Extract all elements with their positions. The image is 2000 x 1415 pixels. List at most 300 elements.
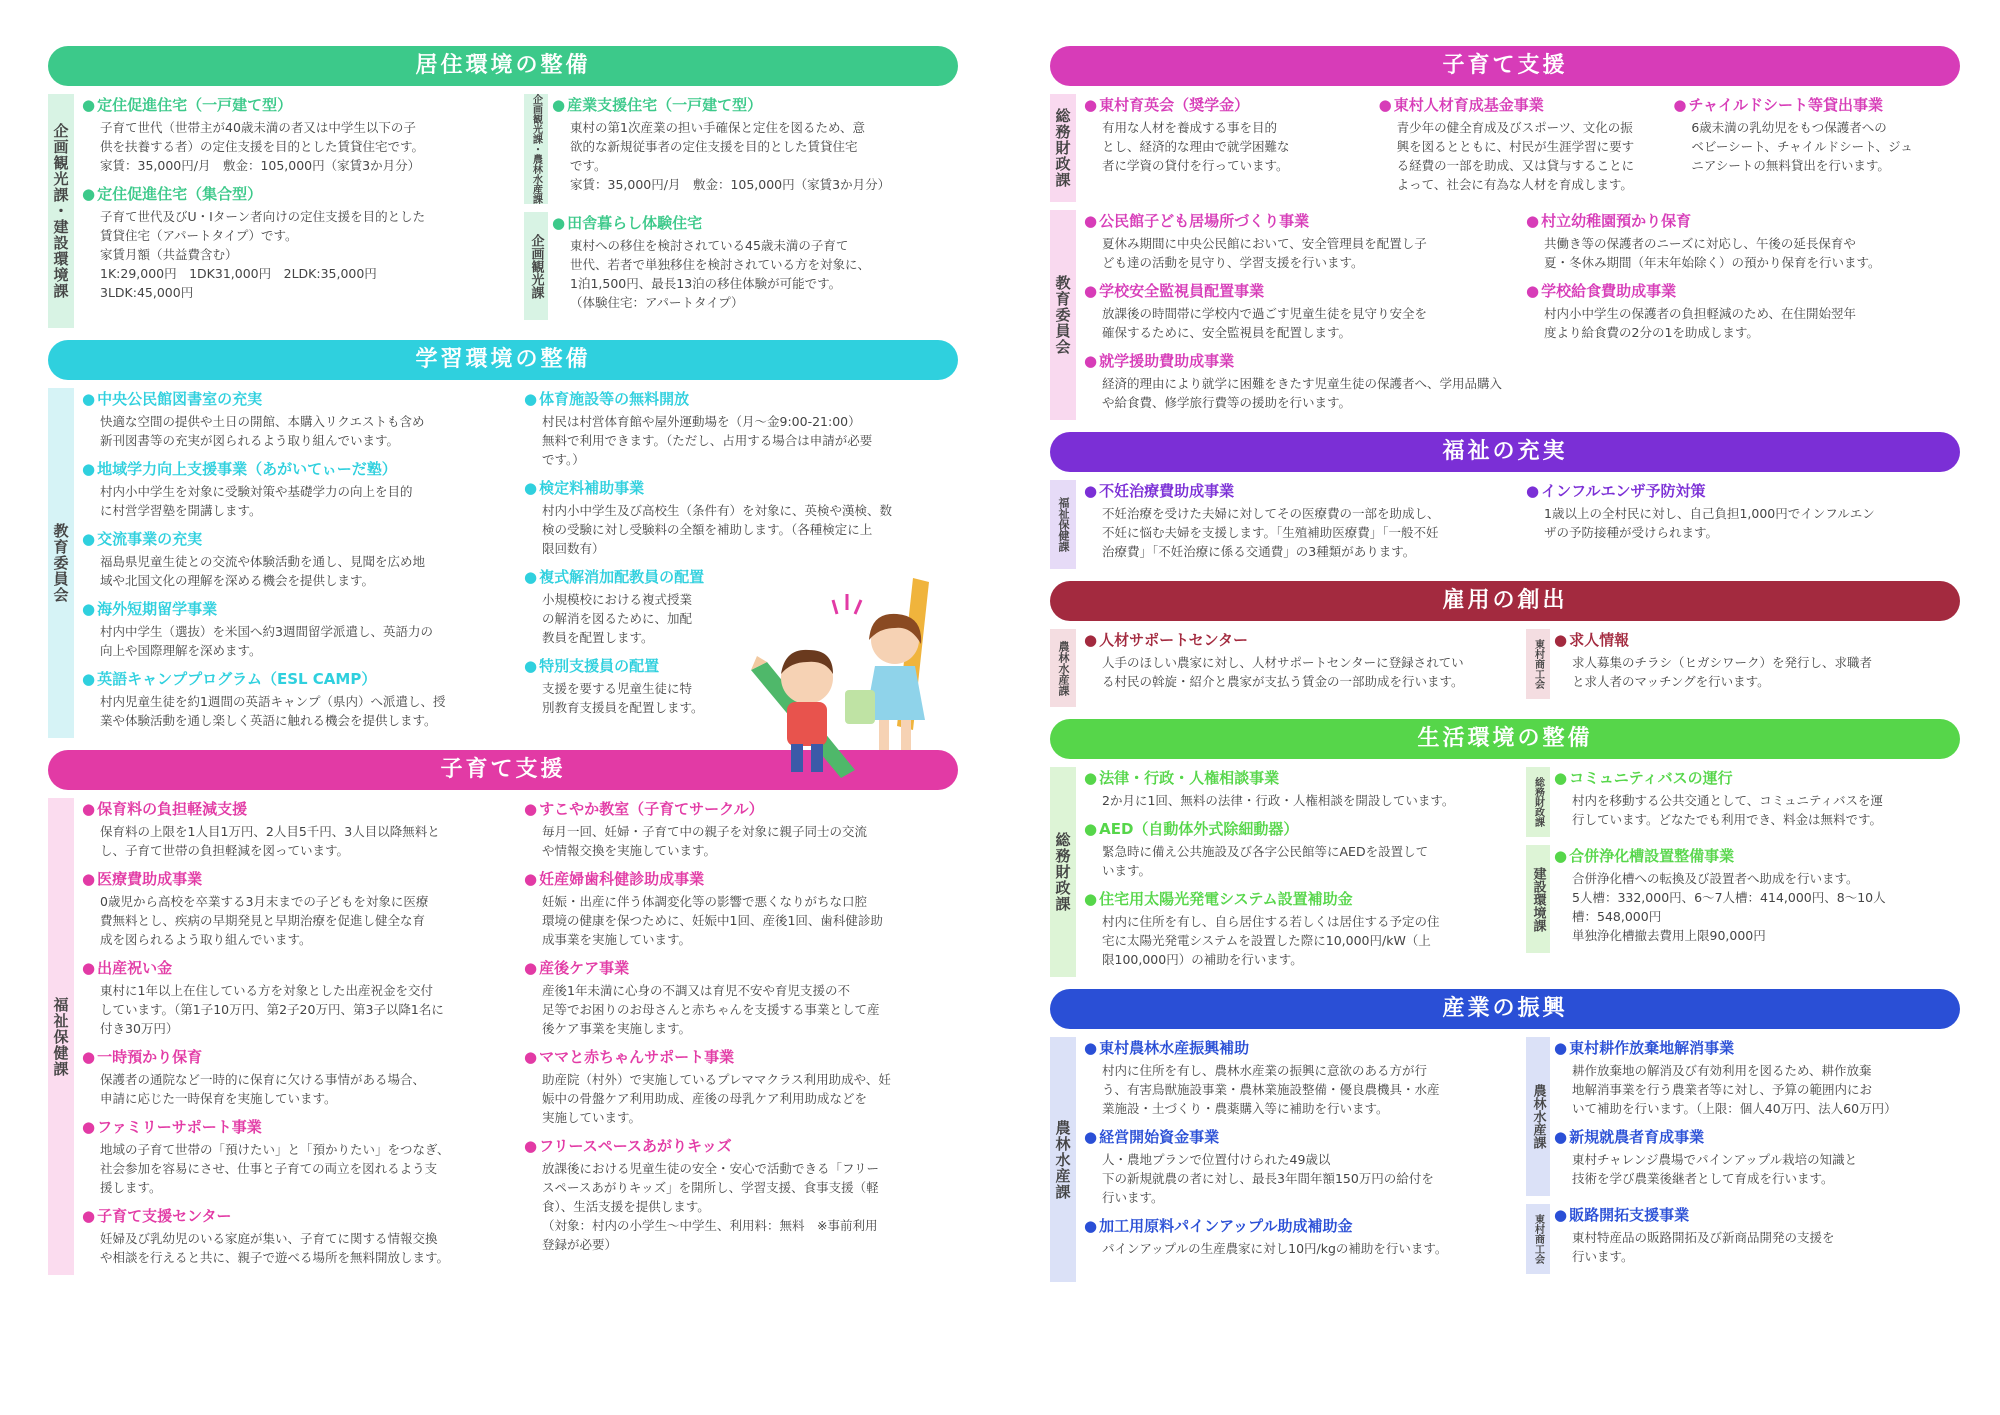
description-line: 助産院（村外）で実施しているプレママクラス利用助成や、妊 xyxy=(542,1072,891,1087)
section xyxy=(1050,581,1960,707)
description-line: 産後1年未満に心身の不調又は育児不安や育児支援の不 xyxy=(542,983,850,998)
program-item xyxy=(1084,888,1506,969)
description-line: 成事業を実施しています。 xyxy=(542,932,692,947)
program-description xyxy=(82,1140,504,1197)
description-line: 小規模校における複式授業 xyxy=(542,592,693,607)
bullet-icon: ● xyxy=(82,1048,96,1066)
section xyxy=(1050,46,1960,420)
program-description xyxy=(1554,1061,1948,1118)
bullet-icon: ● xyxy=(1084,769,1098,787)
sub-department-items xyxy=(1554,629,1948,699)
program-columns xyxy=(1076,1037,1960,1282)
description-line: 確保するために、安全監視員を配置します。 xyxy=(1102,325,1352,340)
description-line: 治療費」「不妊治療に係る交通費」の3種類があります。 xyxy=(1102,544,1416,559)
program-item xyxy=(1554,767,1948,829)
program-description xyxy=(1554,1150,1948,1188)
program-item xyxy=(82,528,504,590)
description-line: 下の新規就農の者に対し、最長3年間年額150万円の給付を xyxy=(1102,1171,1434,1186)
section-header: 居住環境の整備 xyxy=(48,46,958,86)
program-description xyxy=(524,501,946,558)
program-description xyxy=(1526,234,1948,272)
bullet-icon: ● xyxy=(524,390,538,408)
description-line: 5人槽：332,000円、6～7人槽：414,000円、8～10人 xyxy=(1572,890,1886,905)
program-title xyxy=(82,528,504,549)
program-columns xyxy=(1076,210,1960,420)
program-item xyxy=(82,1116,504,1197)
program-item xyxy=(1084,767,1506,810)
description-line: 度より給食費の2分の1を助成します。 xyxy=(1544,325,1759,340)
sub-department-label: 農林水産課 xyxy=(1526,1037,1550,1196)
description-line: 業施設・土づくり・農薬購入等に補助を行います。 xyxy=(1102,1101,1389,1116)
description-line: 成を図られるよう取り組んでいます。 xyxy=(100,932,312,947)
program-title-text: 求人情報 xyxy=(1569,631,1630,649)
program-description xyxy=(82,981,504,1038)
program-title xyxy=(1554,1037,1948,1058)
program-title-text: 就学援助費助成事業 xyxy=(1099,352,1235,370)
program-title xyxy=(82,1205,504,1226)
description-line: 保護者の通院など一時的に保育に欠ける事情がある場合、 xyxy=(100,1072,426,1087)
program-title xyxy=(82,957,504,978)
program-description xyxy=(1084,653,1506,691)
bullet-icon: ● xyxy=(524,959,538,977)
description-line: 技術を学び農業後継者として育成を行います。 xyxy=(1572,1171,1834,1186)
program-title xyxy=(1084,1126,1506,1147)
program-column xyxy=(1076,94,1371,202)
description-line: パインアップルの生産農家に対し10円/kgの補助を行います。 xyxy=(1102,1241,1448,1256)
program-column xyxy=(1518,629,1960,707)
bullet-icon: ● xyxy=(82,460,96,478)
description-line: 東村への移住を検討されている45歳未満の子育て xyxy=(570,238,849,253)
department-row xyxy=(1050,480,1960,569)
program-item xyxy=(82,388,504,450)
section xyxy=(48,46,958,328)
program-description xyxy=(82,1070,504,1108)
description-line: 供を扶養する者）の定住支援を目的とした賃貸住宅です。 xyxy=(100,139,425,154)
description-line: 6歳未満の乳幼児をもつ保護者への xyxy=(1691,120,1887,135)
bullet-icon: ● xyxy=(1084,482,1098,500)
program-title-text: AED（自動体外式除細動器） xyxy=(1099,820,1299,838)
description-line: や相談を行えると共に、親子で遊べる場所を無料開放します。 xyxy=(100,1250,450,1265)
description-line: 1泊1,500円、最長13泊の移住体験が可能です。 xyxy=(570,276,842,291)
program-item xyxy=(82,868,504,949)
program-title xyxy=(1554,629,1948,650)
program-title xyxy=(82,1116,504,1137)
program-columns xyxy=(74,94,958,328)
bullet-icon: ● xyxy=(1084,352,1098,370)
program-item xyxy=(552,94,946,194)
description-line: 青少年の健全育成及びスポーツ、文化の振 xyxy=(1396,120,1633,135)
program-description xyxy=(82,118,504,175)
program-title-text: 村立幼稚園預かり保育 xyxy=(1541,212,1692,230)
description-line: 行しています。どなたでも利用でき、料金は無料です。 xyxy=(1572,812,1883,827)
description-line: 3LDK:45,000円 xyxy=(100,285,194,300)
program-title xyxy=(82,668,504,689)
bullet-icon: ● xyxy=(1554,847,1568,865)
department-row xyxy=(48,94,958,328)
bullet-icon: ● xyxy=(82,390,96,408)
section-header: 産業の振興 xyxy=(1050,989,1960,1029)
description-line: （体験住宅：アパートタイプ） xyxy=(570,295,744,310)
program-item xyxy=(524,957,946,1038)
program-item xyxy=(524,1046,946,1127)
program-description xyxy=(1084,912,1506,969)
program-item xyxy=(82,1205,504,1267)
bullet-icon: ● xyxy=(524,657,538,675)
description-line: 家賃：35,000円/月 敷金：105,000円（家賃3か月分） xyxy=(570,177,891,192)
department-row xyxy=(48,798,958,1275)
sub-department-items xyxy=(1554,1204,1948,1274)
program-title-text: 特別支援員の配置 xyxy=(539,657,660,675)
program-description xyxy=(82,482,504,520)
program-title xyxy=(82,388,504,409)
bullet-icon: ● xyxy=(82,530,96,548)
program-description xyxy=(524,412,946,469)
program-title-text: 学校安全監視員配置事業 xyxy=(1099,282,1265,300)
description-line: しています。（第1子10万円、第2子20万円、第3子以降1名に xyxy=(100,1002,444,1017)
program-title xyxy=(1379,94,1654,115)
description-line: 共働き等の保護者のニーズに対応し、午後の延長保育や xyxy=(1544,236,1856,251)
program-item xyxy=(1554,1037,1948,1118)
program-title xyxy=(1084,629,1506,650)
sub-department-row xyxy=(524,212,946,320)
program-description xyxy=(82,822,504,860)
sub-department-label: 総務財政課 xyxy=(1526,767,1550,837)
description-line: 者に学資の貸付を行っています。 xyxy=(1102,158,1289,173)
program-title xyxy=(1084,280,1506,301)
department-label: 農林水産課 xyxy=(1050,1037,1076,1282)
program-item xyxy=(82,957,504,1038)
program-title-text: 子育て支援センター xyxy=(97,1207,232,1225)
program-description xyxy=(1554,791,1948,829)
bullet-icon: ● xyxy=(1084,820,1098,838)
section xyxy=(1050,989,1960,1282)
description-line: 求人募集のチラシ（ヒガシワーク）を発行し、求職者 xyxy=(1572,655,1873,670)
bullet-icon: ● xyxy=(1084,1128,1098,1146)
description-line: 地解消事業を行う農業者等に対し、予算の範囲内にお xyxy=(1572,1082,1873,1097)
section-header: 学習環境の整備 xyxy=(48,340,958,380)
program-column xyxy=(1518,210,1960,420)
description-line: 単独浄化槽撤去費用上限90,000円 xyxy=(1572,928,1766,943)
program-title xyxy=(524,1135,946,1156)
section-header: 子育て支援 xyxy=(1050,46,1960,86)
program-title-text: 複式解消加配教員の配置 xyxy=(539,568,705,586)
program-description xyxy=(524,1159,946,1254)
program-title xyxy=(1084,480,1506,501)
section-header: 子育て支援 xyxy=(48,750,958,790)
program-title xyxy=(524,798,946,819)
description-line: 検の受験に対し受験料の全額を補助します。（各種検定に上 xyxy=(542,522,873,537)
department-row xyxy=(1050,629,1960,707)
description-line: 人・農地プランで位置付けられた49歳以 xyxy=(1102,1152,1331,1167)
sub-department-items xyxy=(552,212,946,320)
program-column xyxy=(1076,767,1518,977)
program-description xyxy=(82,1229,504,1267)
section-body xyxy=(1050,480,1960,569)
description-line: 毎月一回、妊婦・子育て中の親子を対象に親子同士の交流 xyxy=(542,824,868,839)
bullet-icon: ● xyxy=(1084,890,1098,908)
program-title xyxy=(1084,767,1506,788)
description-line: 限100,000円）の補助を行います。 xyxy=(1102,952,1303,967)
description-line: 家賃：35,000円/月 敷金：105,000円（家賃3か月分） xyxy=(100,158,421,173)
program-title-text: 中央公民館図書室の充実 xyxy=(97,390,263,408)
program-title-text: 不妊治療費助成事業 xyxy=(1099,482,1235,500)
program-description xyxy=(82,207,504,302)
bullet-icon: ● xyxy=(82,600,96,618)
program-item xyxy=(82,798,504,860)
description-line: 足等でお困りのお母さんと赤ちゃんを支援する事業として産 xyxy=(542,1002,880,1017)
program-title xyxy=(524,957,946,978)
program-description xyxy=(1673,118,1948,175)
description-line: 娠中の骨盤ケア利用助成、産後の母乳ケア利用助成などを xyxy=(542,1091,868,1106)
sub-department-label: 建設環境課 xyxy=(1526,845,1550,953)
description-line: いて補助を行います。（上限：個人40万円、法人60万円） xyxy=(1572,1101,1897,1116)
description-line: 支援を要する児童生徒に特 xyxy=(542,681,693,696)
program-title xyxy=(82,798,504,819)
program-item xyxy=(1526,280,1948,342)
description-line: ザの予防接種が受けられます。 xyxy=(1544,525,1719,540)
program-column xyxy=(1076,480,1518,569)
description-line: る経費の一部を助成、又は貸与することに xyxy=(1396,158,1635,173)
program-title-text: 東村農林水産振興補助 xyxy=(1099,1039,1250,1057)
program-item xyxy=(1526,480,1948,542)
description-line: 夏休み期間に中央公民館において、安全管理員を配置し子 xyxy=(1102,236,1427,251)
description-line: です。 xyxy=(570,158,607,173)
description-line: や情報交換を実施しています。 xyxy=(542,843,717,858)
description-line: 耕作放棄地の解消及び有効利用を図るため、耕作放棄 xyxy=(1572,1063,1872,1078)
program-title-text: 保育料の負担軽減支援 xyxy=(97,800,248,818)
program-item xyxy=(1084,1037,1506,1118)
description-line: 東村特産品の販路開拓及び新商品開発の支援を xyxy=(1572,1230,1835,1245)
program-item xyxy=(1084,818,1506,880)
program-item xyxy=(1554,629,1948,691)
program-description xyxy=(1084,842,1506,880)
section-body xyxy=(48,94,958,328)
program-title-text: 住宅用太陽光発電システム設置補助金 xyxy=(1099,890,1353,908)
program-description xyxy=(1526,504,1948,542)
program-title-text: ママと赤ちゃんサポート事業 xyxy=(539,1048,735,1066)
program-title xyxy=(1526,210,1948,231)
section-header: 生活環境の整備 xyxy=(1050,719,1960,759)
program-title-text: インフルエンザ予防対策 xyxy=(1541,482,1706,500)
program-item xyxy=(82,94,504,175)
program-description xyxy=(1084,118,1359,175)
program-item xyxy=(1084,94,1359,175)
description-line: 妊婦及び乳幼児のいる家庭が集い、子育てに関する情報交換 xyxy=(100,1231,438,1246)
bullet-icon: ● xyxy=(1673,96,1687,114)
program-title-text: 交流事業の充実 xyxy=(97,530,203,548)
description-line: 子育て世代及びU・Iターン者向けの定住支援を目的とした xyxy=(100,209,426,224)
bag-icon xyxy=(845,690,875,724)
program-description xyxy=(1379,118,1654,194)
description-line: です。） xyxy=(542,452,585,467)
description-line: 村内小中学生の保護者の負担軽減のため、在住開始翌年 xyxy=(1544,306,1857,321)
program-title xyxy=(1084,210,1506,231)
program-column xyxy=(74,388,516,738)
program-title xyxy=(82,868,504,889)
program-title xyxy=(1526,480,1948,501)
bullet-icon: ● xyxy=(1084,1039,1098,1057)
department-row xyxy=(1050,767,1960,977)
program-item xyxy=(1084,210,1506,272)
program-item xyxy=(1554,1204,1948,1266)
description-line: 別教育支援員を配置します。 xyxy=(542,700,704,715)
program-description xyxy=(82,692,504,730)
bullet-icon: ● xyxy=(1084,1217,1098,1235)
program-item xyxy=(82,598,504,660)
program-description xyxy=(1554,653,1948,691)
bullet-icon: ● xyxy=(524,1137,538,1155)
program-description xyxy=(82,412,504,450)
program-title-text: 定住促進住宅（一戸建て型） xyxy=(97,96,293,114)
program-title xyxy=(524,388,946,409)
section-body xyxy=(1050,94,1960,420)
program-title-text: 東村耕作放棄地解消事業 xyxy=(1569,1039,1735,1057)
bullet-icon: ● xyxy=(1554,1039,1568,1057)
program-title-text: 人材サポートセンター xyxy=(1099,631,1249,649)
program-title xyxy=(1084,818,1506,839)
description-line: 興を図るとともに、村民が生涯学習に要す xyxy=(1396,139,1635,154)
program-description xyxy=(524,981,946,1038)
program-item xyxy=(1084,629,1506,691)
sparkle-icon xyxy=(833,594,861,614)
sub-department-items xyxy=(552,94,946,204)
bullet-icon: ● xyxy=(1084,631,1098,649)
description-line: 村内に住所を有し、自ら居住する若しくは居住する予定の住 xyxy=(1102,914,1440,929)
description-line: 放課後の時間帯に学校内で過ごす児童生徒を見守り安全を xyxy=(1102,306,1428,321)
department-row xyxy=(1050,1037,1960,1282)
description-line: 登録が必要） xyxy=(542,1237,618,1252)
right-column xyxy=(1050,46,1960,1294)
program-title xyxy=(82,1046,504,1067)
program-title-text: 経営開始資金事業 xyxy=(1099,1128,1220,1146)
description-line: 無料で利用できます。（ただし、占用する場合は申請が必要 xyxy=(542,433,873,448)
program-description xyxy=(552,236,946,312)
description-line: 村内児童生徒を約1週間の英語キャンプ（県内）へ派遣し、授 xyxy=(100,694,446,709)
program-title-text: 田舎暮らし体験住宅 xyxy=(567,214,703,232)
program-columns xyxy=(74,798,958,1275)
sub-department-row xyxy=(1526,1204,1948,1274)
section-header: 雇用の創出 xyxy=(1050,581,1960,621)
bullet-icon: ● xyxy=(1554,1128,1568,1146)
program-description xyxy=(1084,304,1506,342)
description-line: 快適な空間の提供や土日の開館、本購入リクエストも含め xyxy=(100,414,425,429)
description-line: 限回数有） xyxy=(542,541,605,556)
department-label: 企画観光課・建設環境課 xyxy=(48,94,74,328)
department-label: 総務財政課 xyxy=(1050,94,1076,202)
bullet-icon: ● xyxy=(524,870,538,888)
program-description xyxy=(82,892,504,949)
description-line: 村内小中学生及び高校生（条件有）を対象に、英検や漢検、数 xyxy=(542,503,893,518)
description-line: 新刊図書等の充実が図られるよう取り組んでいます。 xyxy=(100,433,400,448)
program-title-text: 医療費助成事業 xyxy=(97,870,203,888)
bullet-icon: ● xyxy=(82,185,96,203)
program-item xyxy=(1379,94,1654,194)
program-title xyxy=(1554,845,1948,866)
description-line: ベビーシート、チャイルドシート、ジュ xyxy=(1691,139,1913,154)
program-title-text: 学校給食費助成事業 xyxy=(1541,282,1677,300)
program-title-text: 地域学力向上支援事業（あがいてぃーだ塾） xyxy=(97,460,397,478)
bullet-icon: ● xyxy=(524,479,538,497)
program-title-text: 一時預かり保育 xyxy=(97,1048,203,1066)
bullet-icon: ● xyxy=(82,800,96,818)
description-line: 放課後における児童生徒の安全・安心で活動できる「フリー xyxy=(542,1161,880,1176)
description-line: とし、経済的な理由で就学困難な xyxy=(1102,139,1290,154)
sub-department-row xyxy=(1526,767,1948,837)
sub-department-row xyxy=(524,94,946,204)
program-column xyxy=(74,798,516,1275)
program-item xyxy=(524,1135,946,1254)
description-line: 東村チャレンジ農場でパインアップル栽培の知識と xyxy=(1572,1152,1858,1167)
description-line: る村民の斡旋・紹介と農家が支払う賃金の一部助成を行います。 xyxy=(1102,674,1464,689)
program-description xyxy=(82,552,504,590)
bullet-icon: ● xyxy=(82,1118,96,1136)
bullet-icon: ● xyxy=(1526,282,1540,300)
department-label: 教育委員会 xyxy=(1050,210,1076,420)
description-line: （対象：村内の小学生～中学生、利用料：無料 ※事前利用 xyxy=(542,1218,878,1233)
bullet-icon: ● xyxy=(1554,631,1568,649)
sub-department-items xyxy=(1554,845,1948,953)
description-line: ニアシートの無料貸出を行います。 xyxy=(1691,158,1890,173)
program-item xyxy=(82,458,504,520)
bullet-icon: ● xyxy=(1554,1206,1568,1224)
bullet-icon: ● xyxy=(524,800,538,818)
description-line: スペースあがりキッズ」を開所し、学習支援、食事支援（軽 xyxy=(542,1180,879,1195)
program-item xyxy=(524,798,946,860)
program-description xyxy=(524,892,946,949)
program-item xyxy=(82,668,504,730)
bullet-icon: ● xyxy=(552,96,566,114)
program-title-text: 産後ケア事業 xyxy=(539,959,630,977)
description-line: 域や北国文化の理解を深める機会を提供します。 xyxy=(100,573,375,588)
program-title-text: コミュニティバスの運行 xyxy=(1569,769,1733,787)
bullet-icon: ● xyxy=(82,96,96,114)
program-title-text: 妊産婦歯科健診助成事業 xyxy=(539,870,705,888)
description-line: 2か月に1回、無料の法律・行政・人権相談を開設しています。 xyxy=(1102,793,1455,808)
description-line: 1K:29,000円 1DK31,000円 2LDK:35,000円 xyxy=(100,266,377,281)
program-title xyxy=(524,868,946,889)
program-item xyxy=(524,868,946,949)
description-line: ども達の活動を見守り、学習支援を行います。 xyxy=(1102,255,1364,270)
description-line: 申請に応じた一時保育を実施しています。 xyxy=(100,1091,337,1106)
description-line: と求人者のマッチングを行います。 xyxy=(1572,674,1770,689)
description-line: 東村に1年以上在住している方を対象とした出産祝金を交付 xyxy=(100,983,433,998)
bullet-icon: ● xyxy=(552,214,566,232)
sub-department-items xyxy=(1554,767,1948,837)
description-line: 東村の第1次産業の担い手確保と定住を図るため、意 xyxy=(570,120,865,135)
program-description xyxy=(1554,1228,1948,1266)
program-description xyxy=(82,622,504,660)
program-title-text: ファミリーサポート事業 xyxy=(97,1118,262,1136)
program-title-text: 英語キャンププログラム（ESL CAMP） xyxy=(97,670,377,688)
bullet-icon: ● xyxy=(1084,96,1098,114)
description-line: 村内中学生（選抜）を米国へ約3週間留学派遣し、英語力の xyxy=(100,624,433,639)
program-title-text: 公民館子ども居場所づくり事業 xyxy=(1099,212,1310,230)
description-line: 実施しています。 xyxy=(542,1110,642,1125)
section xyxy=(1050,432,1960,569)
program-description xyxy=(1084,1239,1506,1258)
description-line: の解消を図るために、加配 xyxy=(542,611,693,626)
department-label: 教育委員会 xyxy=(48,388,74,738)
description-line: う、有害鳥獣施設事業・農林業施設整備・優良農機具・水産 xyxy=(1102,1082,1440,1097)
section xyxy=(1050,719,1960,977)
program-title-text: 海外短期留学事業 xyxy=(97,600,218,618)
program-title-text: すこやか教室（子育てサークル） xyxy=(539,800,764,818)
program-description xyxy=(1084,504,1506,561)
description-line: 家賃月額（共益費含む） xyxy=(100,247,238,262)
description-line: 業や体験活動を通し楽しく英語に触れる機会を提供します。 xyxy=(100,713,437,728)
program-title-text: 検定料補助事業 xyxy=(539,479,645,497)
program-title xyxy=(552,94,946,115)
